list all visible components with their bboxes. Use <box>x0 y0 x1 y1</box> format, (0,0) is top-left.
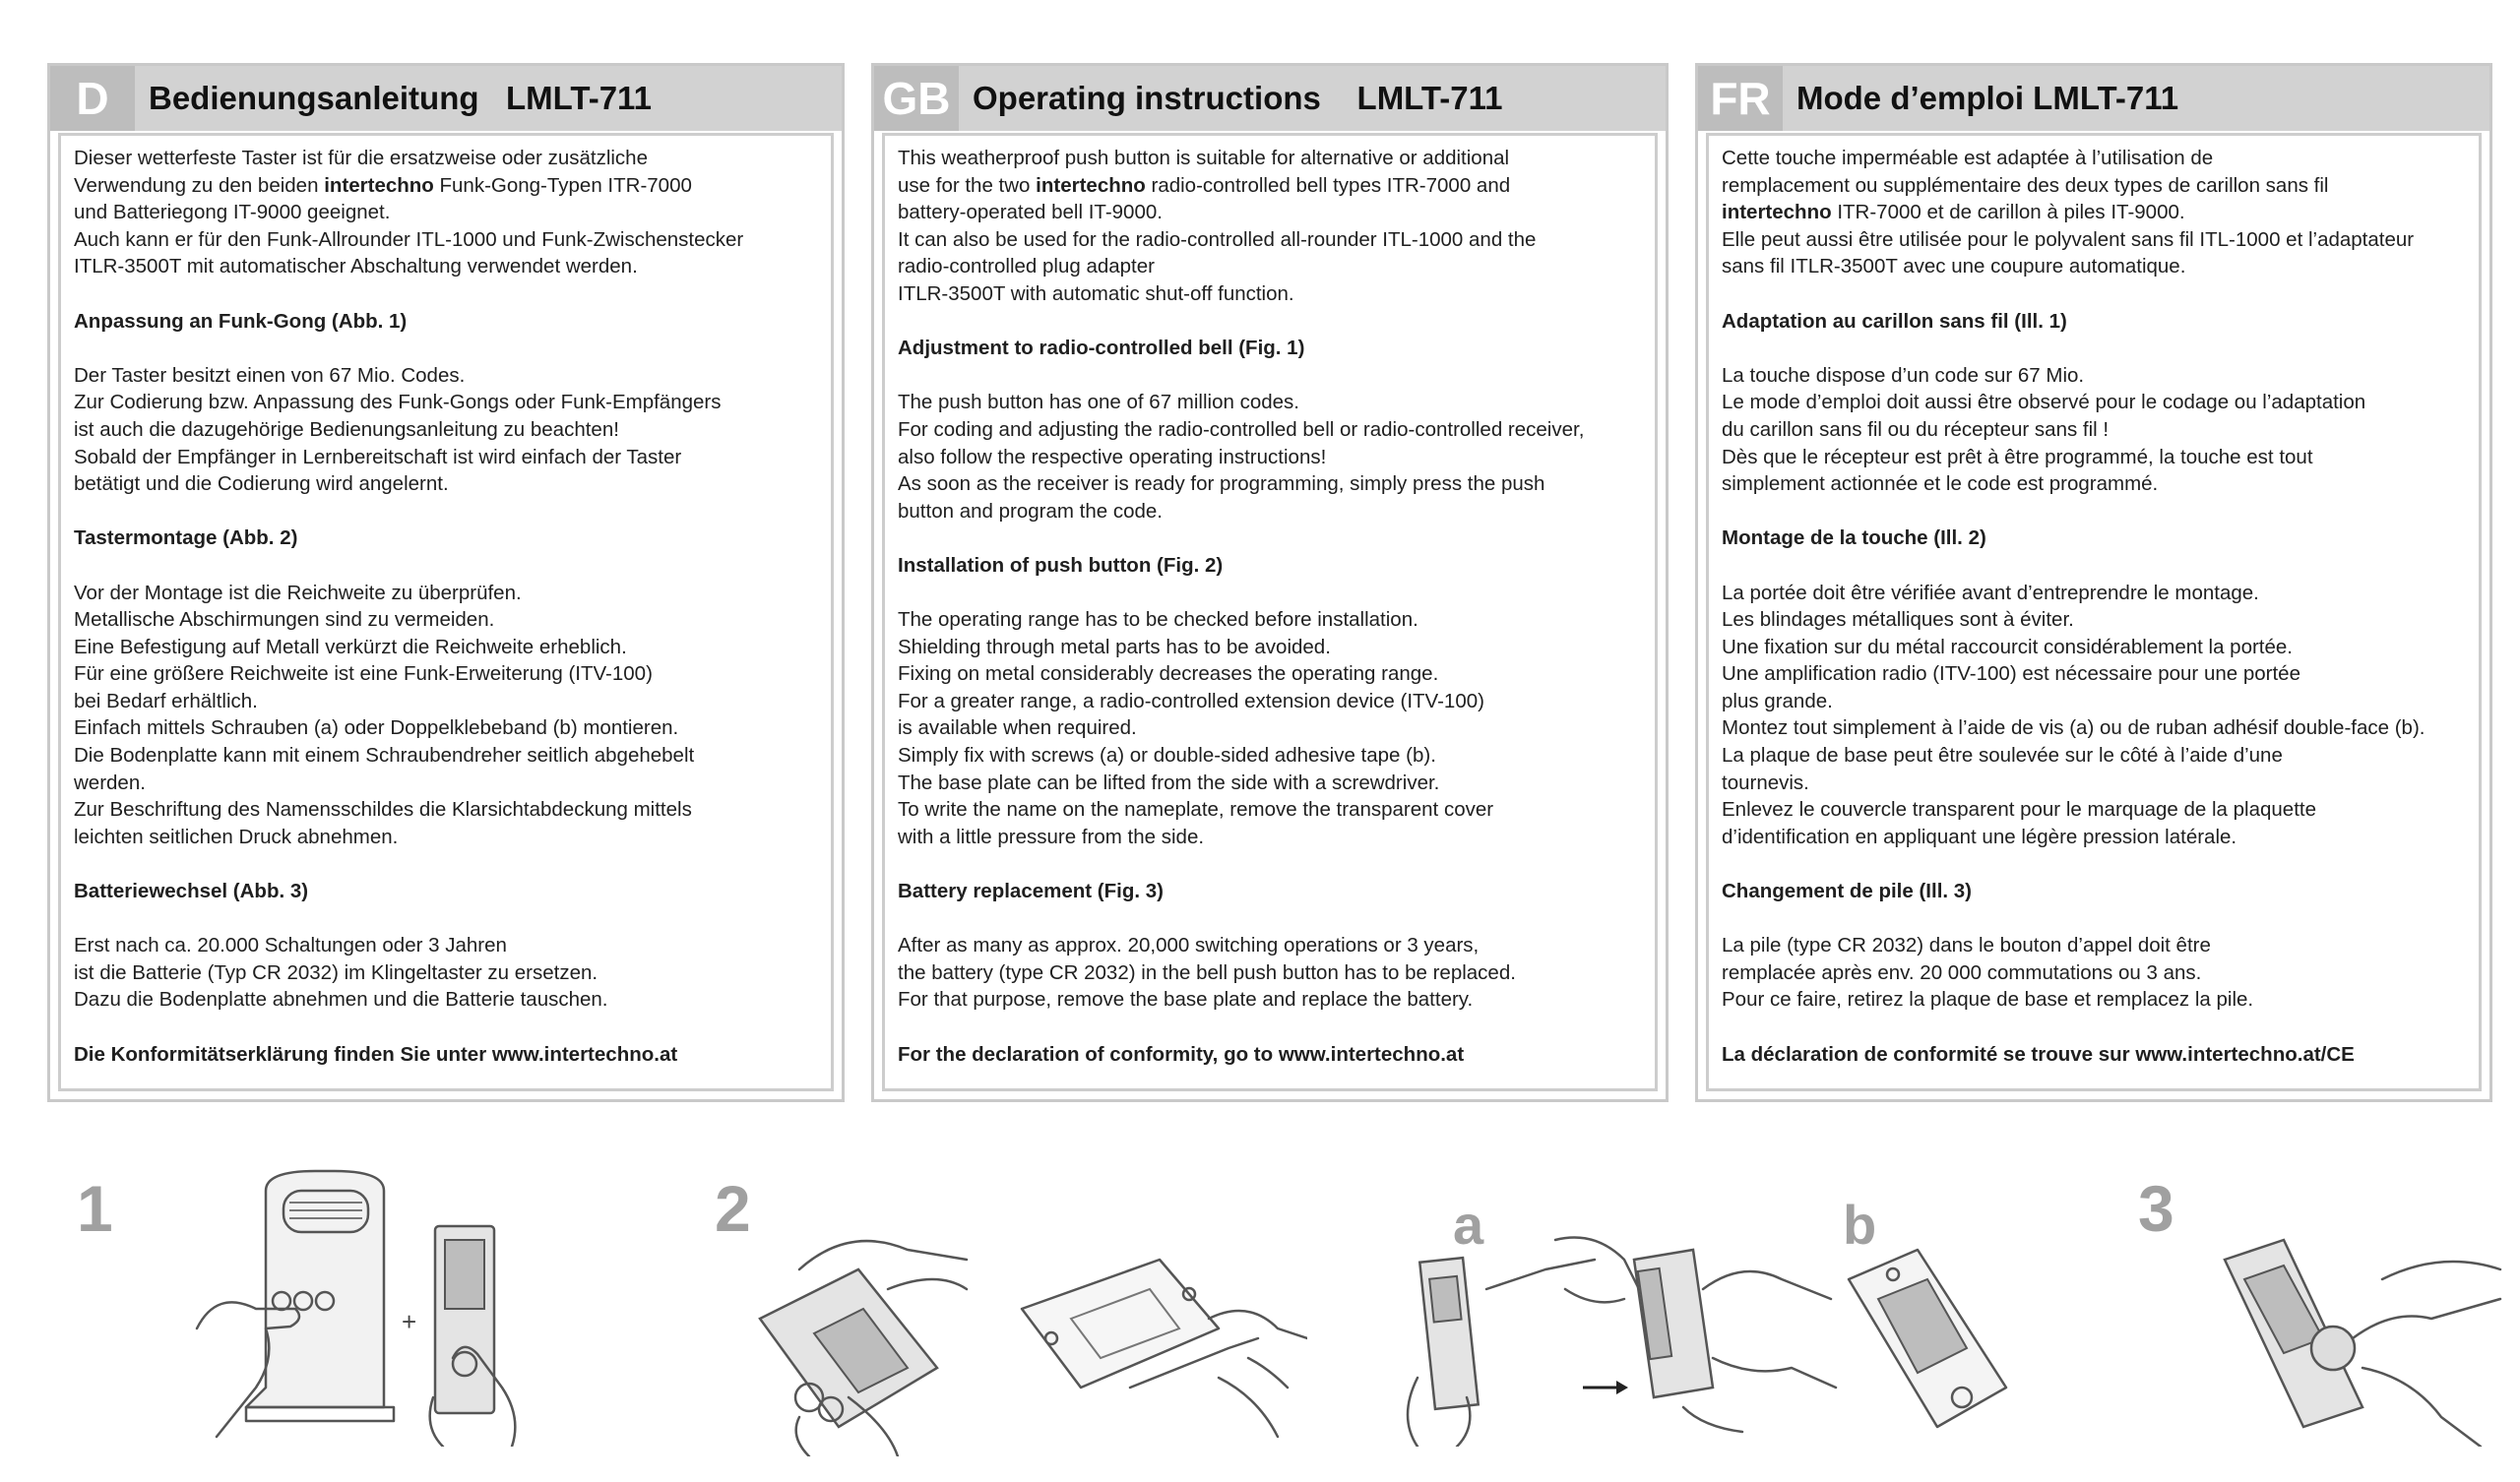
column-body <box>898 145 1652 1068</box>
text-line: Montez tout simplement à l’aide de vis (a) ou de ruban adhésif double-face (b). <box>1722 716 2426 740</box>
figure-2-number: 2 <box>715 1172 751 1245</box>
brand-name: intertechno <box>324 173 434 197</box>
text-line: ist auch die dazugehörige Bedienungsanleitung zu beachten! <box>74 417 619 441</box>
text-line: La pile (type CR 2032) dans le bouton d’appel doit être <box>1722 934 2211 957</box>
paragraph-gap <box>898 1014 1652 1041</box>
figure-3-battery-illustration <box>2215 1220 2510 1447</box>
language-code: FR <box>1698 66 1783 131</box>
text-line: For that purpose, remove the base plate and replace the battery. <box>898 988 1474 1012</box>
text-line: As soon as the receiver is ready for programming, simply press the push <box>898 472 1545 496</box>
paragraph-gap <box>1722 905 2476 933</box>
paragraph-gap <box>898 525 1652 552</box>
text-line: Für eine größere Reichweite ist eine Funk-Erweiterung (ITV-100) <box>74 662 653 686</box>
text-line: Metallische Abschirmungen sind zu vermeiden. <box>74 608 495 632</box>
text-line: For coding and adjusting the radio-controlled bell or radio-controlled receiver, <box>898 417 1585 441</box>
paragraph-gap <box>74 335 828 362</box>
section-heading: Changement de pile (Ill. 3) <box>1722 880 1973 903</box>
text-line: Einfach mittels Schrauben (a) oder Doppelklebeband (b) montieren. <box>74 716 679 740</box>
paragraph-gap <box>74 552 828 580</box>
text-line: Fixing on metal considerably decreases the operating range. <box>898 662 1439 686</box>
text-line: The push button has one of 67 million codes. <box>898 391 1299 414</box>
paragraph-gap <box>1722 498 2476 525</box>
text-line: betätigt und die Codierung wird angelernt. <box>74 472 449 496</box>
section-heading: Montage de la touche (Ill. 2) <box>1722 526 1986 550</box>
section-heading: For the declaration of conformity, go to www.intertechno.at <box>898 1042 1465 1066</box>
text-line: Die Bodenplatte kann mit einem Schraubendreher seitlich abgehebelt <box>74 744 695 768</box>
arrow-icon <box>1581 1378 1630 1397</box>
paragraph-gap <box>1722 280 2476 308</box>
text-line: The base plate can be lifted from the side with a screwdriver. <box>898 771 1440 794</box>
column-title: Bedienungsanleitung LMLT-711 <box>149 80 652 116</box>
text-line: remplacement ou supplémentaire des deux types de carillon sans fil <box>1722 173 2329 197</box>
text-line: La plaque de base peut être soulevée sur le côté à l’aide d’une <box>1722 744 2283 768</box>
paragraph-gap <box>74 850 828 878</box>
text-line: also follow the respective operating instructions! <box>898 445 1327 468</box>
paragraph-gap <box>898 580 1652 607</box>
text-line: The operating range has to be checked before installation. <box>898 608 1418 632</box>
text-line <box>74 172 828 200</box>
figure-2a-screw-mounting-illustration <box>1398 1230 1644 1447</box>
section-heading: Adaptation au carillon sans fil (Ill. 1) <box>1722 309 2067 333</box>
brand-name: intertechno <box>1036 173 1146 197</box>
paragraph-gap <box>898 905 1652 933</box>
text-line: is available when required. <box>898 716 1137 740</box>
text-line: La portée doit être vérifiée avant d’entreprendre le montage. <box>1722 581 2259 604</box>
section-heading: Adjustment to radio-controlled bell (Fig. 1) <box>898 337 1305 360</box>
figure-2-screwdriver-illustration <box>1012 1240 1307 1456</box>
text-line: radio-controlled plug adapter <box>898 255 1155 278</box>
text-line: Une amplification radio (ITV-100) est nécessaire pour une portée <box>1722 662 2300 686</box>
text-line: Auch kann er für den Funk-Allrounder ITL-1000 und Funk-Zwischenstecker <box>74 227 744 251</box>
paragraph-gap <box>1722 552 2476 580</box>
text-line: Erst nach ca. 20.000 Schaltungen oder 3 Jahren <box>74 934 507 957</box>
figure-2b-tape-mounting-illustration <box>1624 1240 1841 1437</box>
text-line: For a greater range, a radio-controlled extension device (ITV-100) <box>898 689 1484 712</box>
text-line: Dès que le récepteur est prêt à être programmé, la touche est tout <box>1722 445 2313 468</box>
paragraph-gap <box>898 308 1652 336</box>
figure-2a-label: a <box>1453 1194 1484 1256</box>
section-heading: Anpassung an Funk-Gong (Abb. 1) <box>74 309 408 333</box>
figure-1-number: 1 <box>77 1172 113 1245</box>
text-line: Cette touche imperméable est adaptée à l’utilisation de <box>1722 147 2214 169</box>
paragraph-gap <box>1722 335 2476 362</box>
section-heading: Batteriewechsel (Abb. 3) <box>74 880 309 903</box>
column-german <box>47 63 845 1102</box>
text-line: Shielding through metal parts has to be avoided. <box>898 635 1331 658</box>
text-line: leichten seitlichen Druck abnehmen. <box>74 825 399 848</box>
figure-1-chime-illustration <box>187 1161 571 1447</box>
text-segment: radio-controlled bell types ITR-7000 and <box>1145 173 1511 197</box>
text-line: Dazu die Bodenplatte abnehmen und die Batterie tauschen. <box>74 988 608 1012</box>
text-line: Sobald der Empfänger in Lernbereitschaft ist wird einfach der Taster <box>74 445 682 468</box>
paragraph-gap <box>74 280 828 308</box>
text-line: tournevis. <box>1722 771 1809 794</box>
text-line <box>1722 199 2476 226</box>
text-segment: Funk-Gong-Typen ITR-7000 <box>433 173 692 197</box>
text-line: Les blindages métalliques sont à éviter. <box>1722 608 2074 632</box>
figure-3-number: 3 <box>2138 1172 2174 1245</box>
text-line <box>898 172 1652 200</box>
column-title: Mode d’emploi LMLT-711 <box>1796 80 2179 116</box>
text-line: This weatherproof push button is suitable for alternative or additional <box>898 147 1510 169</box>
column-body <box>74 145 828 1068</box>
column-header <box>874 66 1666 131</box>
text-line: ITLR-3500T with automatic shut-off function. <box>898 281 1294 305</box>
figure-2-opening-illustration <box>740 1230 976 1456</box>
column-french <box>1695 63 2492 1102</box>
text-line: Zur Codierung bzw. Anpassung des Funk-Gongs oder Funk-Empfängers <box>74 391 722 414</box>
text-line: Der Taster besitzt einen von 67 Mio. Codes. <box>74 363 466 387</box>
text-line: remplacée après env. 20 000 commutations ou 3 ans. <box>1722 960 2202 984</box>
text-line: plus grande. <box>1722 689 1833 712</box>
column-body <box>1722 145 2476 1068</box>
paragraph-gap <box>898 362 1652 390</box>
text-line: Dieser wetterfeste Taster ist für die ersatzweise oder zusätzliche <box>74 147 648 169</box>
section-heading: Die Konformitätserklärung finden Sie unter www.intertechno.at <box>74 1042 678 1066</box>
section-heading: Battery replacement (Fig. 3) <box>898 880 1164 903</box>
text-line: the battery (type CR 2032) in the bell push button has to be replaced. <box>898 960 1516 984</box>
paragraph-gap <box>1722 1014 2476 1041</box>
text-line: Pour ce faire, retirez la plaque de base et remplacez la pile. <box>1722 988 2254 1012</box>
paragraph-gap <box>74 498 828 525</box>
section-heading: Tastermontage (Abb. 2) <box>74 526 298 550</box>
text-line: battery-operated bell IT-9000. <box>898 201 1163 224</box>
paragraph-gap <box>898 850 1652 878</box>
brand-name: intertechno <box>1722 201 1832 224</box>
paragraph-gap <box>1722 850 2476 878</box>
text-segment: ITR-7000 et de carillon à piles IT-9000. <box>1831 201 2185 224</box>
text-line: Simply fix with screws (a) or double-sided adhesive tape (b). <box>898 744 1436 768</box>
section-heading: La déclaration de conformité se trouve sur www.intertechno.at/CE <box>1722 1042 2355 1066</box>
text-line: After as many as approx. 20,000 switching operations or 3 years, <box>898 934 1480 957</box>
text-line: Zur Beschriftung des Namensschildes die Klarsichtabdeckung mittels <box>74 798 692 822</box>
text-line: und Batteriegong IT-9000 geeignet. <box>74 201 391 224</box>
text-line: Enlevez le couvercle transparent pour le marquage de la plaquette <box>1722 798 2316 822</box>
text-line: ist die Batterie (Typ CR 2032) im Klingeltaster zu ersetzen. <box>74 960 598 984</box>
text-line: ITLR-3500T mit automatischer Abschaltung verwendet werden. <box>74 255 638 278</box>
column-header <box>1698 66 2489 131</box>
text-line: To write the name on the nameplate, remove the transparent cover <box>898 798 1494 822</box>
text-line: bei Bedarf erhältlich. <box>74 689 258 712</box>
text-segment: Verwendung zu den beiden <box>74 173 325 197</box>
text-line: sans fil ITLR-3500T avec une coupure automatique. <box>1722 255 2186 278</box>
text-line: La touche dispose d’un code sur 67 Mio. <box>1722 363 2085 387</box>
figure-2b-label: b <box>1843 1194 1877 1256</box>
text-line: with a little pressure from the side. <box>898 825 1205 848</box>
language-code: GB <box>874 66 959 131</box>
text-line: d’identification en appliquant une légère pression latérale. <box>1722 825 2237 848</box>
text-line: button and program the code. <box>898 499 1163 523</box>
text-segment: use for the two <box>898 173 1037 197</box>
column-title: Operating instructions LMLT-711 <box>973 80 1503 116</box>
column-header <box>50 66 842 131</box>
text-line: Une fixation sur du métal raccourcit considérablement la portée. <box>1722 635 2293 658</box>
text-line: Eine Befestigung auf Metall verkürzt die Reichweite erheblich. <box>74 635 627 658</box>
figure-2b-base-plate-illustration <box>1839 1240 2016 1437</box>
text-line: simplement actionnée et le code est programmé. <box>1722 472 2159 496</box>
section-heading: Installation of push button (Fig. 2) <box>898 553 1224 577</box>
paragraph-gap <box>74 905 828 933</box>
figure-1-plus: + <box>402 1307 417 1336</box>
text-line: Elle peut aussi être utilisée pour le polyvalent sans fil ITL-1000 et l’adaptateur <box>1722 227 2415 251</box>
text-line: Le mode d’emploi doit aussi être observé pour le codage ou l’adaptation <box>1722 391 2366 414</box>
language-code: D <box>50 66 135 131</box>
text-line: Vor der Montage ist die Reichweite zu überprüfen. <box>74 581 522 604</box>
column-english <box>871 63 1669 1102</box>
text-line: werden. <box>74 771 146 794</box>
text-line: It can also be used for the radio-controlled all-rounder ITL-1000 and the <box>898 227 1537 251</box>
paragraph-gap <box>74 1014 828 1041</box>
text-line: du carillon sans fil ou du récepteur sans fil ! <box>1722 417 2110 441</box>
